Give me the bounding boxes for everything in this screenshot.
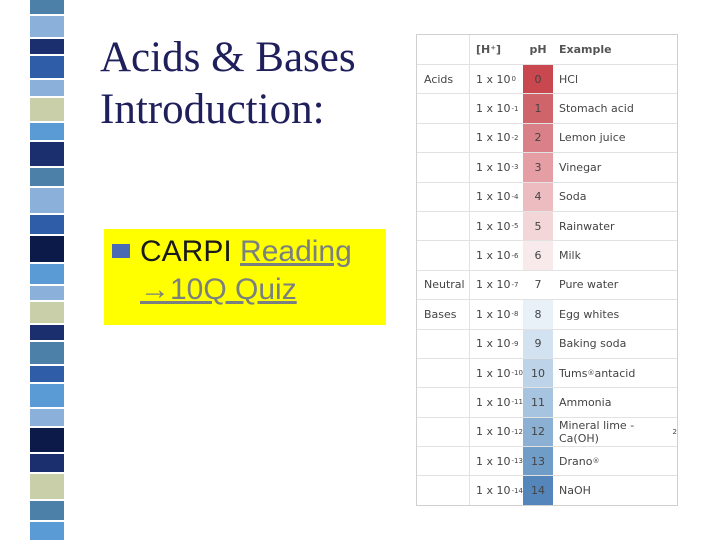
- row-example: Lemon juice: [559, 131, 626, 145]
- row-example: Baking soda: [559, 337, 627, 351]
- row-group: Neutral: [424, 278, 465, 292]
- row-group: [417, 447, 469, 475]
- strip-block: [30, 384, 64, 407]
- strip-block: [30, 454, 64, 472]
- table-row: [417, 93, 677, 122]
- strip-block: [30, 98, 64, 121]
- row-ph-value: 10: [523, 359, 553, 387]
- table-row: [417, 387, 677, 416]
- row-group: [417, 418, 469, 446]
- row-example: Egg whites: [559, 307, 620, 321]
- row-group: Bases: [424, 307, 457, 321]
- strip-block: [30, 366, 64, 382]
- row-group: Acids: [424, 72, 454, 86]
- strip-block: [30, 264, 64, 284]
- table-row: [417, 182, 677, 211]
- bullet-line-1: [140, 232, 352, 272]
- header-ph: pH: [529, 43, 547, 56]
- row-ph-value: 6: [523, 241, 553, 269]
- row-example: Pure water: [559, 278, 619, 292]
- title-line-2: Introduction:: [100, 86, 325, 133]
- row-ph-value: 7: [523, 271, 553, 299]
- strip-block: [30, 39, 64, 54]
- row-example: Milk: [559, 249, 581, 263]
- strip-block: [30, 428, 64, 452]
- arrow-icon: →: [140, 273, 170, 306]
- row-example: NaOH: [559, 484, 591, 498]
- reading-link[interactable]: Reading: [240, 235, 352, 268]
- row-ph-value: 14: [523, 476, 553, 504]
- row-h-concentration: 1 x 10 -9: [469, 330, 523, 358]
- strip-block: [30, 56, 64, 78]
- row-h-concentration: 1 x 10 0: [469, 65, 523, 93]
- row-example: Soda: [559, 190, 587, 204]
- row-ph-value: 2: [523, 124, 553, 152]
- table-row: [417, 240, 677, 269]
- row-example: Tums ® antacid: [559, 366, 636, 380]
- strip-block: [30, 188, 64, 213]
- strip-block: [30, 0, 64, 14]
- row-ph-value: 0: [523, 65, 553, 93]
- row-group: [417, 124, 469, 152]
- row-group: [417, 388, 469, 416]
- row-h-concentration: 1 x 10 -3: [469, 153, 523, 181]
- row-ph-value: 1: [523, 94, 553, 122]
- row-example: HCl: [559, 72, 579, 86]
- row-ph-value: 11: [523, 388, 553, 416]
- table-row: [417, 152, 677, 181]
- table-row: [417, 417, 677, 446]
- header-group: [417, 35, 469, 64]
- table-row: [417, 329, 677, 358]
- row-example: Stomach acid: [559, 102, 634, 116]
- row-group: [417, 359, 469, 387]
- strip-block: [30, 325, 64, 340]
- row-ph-value: 9: [523, 330, 553, 358]
- strip-block: [30, 142, 64, 166]
- row-example: Drano ®: [559, 454, 600, 468]
- row-h-concentration: 1 x 10 -13: [469, 447, 523, 475]
- row-ph-value: 13: [523, 447, 553, 475]
- strip-block: [30, 409, 64, 426]
- quiz-link[interactable]: 10Q Quiz: [170, 273, 297, 306]
- table-row: [417, 64, 677, 93]
- row-group: [417, 241, 469, 269]
- row-group: [417, 153, 469, 181]
- row-h-concentration: 1 x 10 -8: [469, 300, 523, 328]
- strip-block: [30, 501, 64, 520]
- header-example: Example: [559, 43, 612, 56]
- table-row: [417, 446, 677, 475]
- row-h-concentration: 1 x 10 -12: [469, 418, 523, 446]
- row-h-concentration: 1 x 10 -6: [469, 241, 523, 269]
- table-row: [417, 211, 677, 240]
- row-group: [417, 183, 469, 211]
- row-group: [417, 476, 469, 504]
- row-h-concentration: 1 x 10 -14: [469, 476, 523, 504]
- bullet-square-icon: [112, 244, 130, 258]
- strip-block: [30, 123, 64, 140]
- strip-block: [30, 522, 64, 540]
- strip-block: [30, 342, 64, 364]
- row-ph-value: 8: [523, 300, 553, 328]
- slide-title: [100, 32, 400, 136]
- table-row: [417, 358, 677, 387]
- ph-scale-table: [416, 34, 678, 506]
- carpi-label: CARPI: [140, 235, 232, 268]
- strip-block: [30, 286, 64, 300]
- row-example: Rainwater: [559, 219, 615, 233]
- row-h-concentration: 1 x 10 -10: [469, 359, 523, 387]
- row-h-concentration: 1 x 10 -1: [469, 94, 523, 122]
- strip-block: [30, 302, 64, 323]
- table-header-row: [417, 35, 677, 64]
- strip-block: [30, 80, 64, 96]
- row-group: [417, 212, 469, 240]
- table-row: [417, 270, 677, 299]
- header-h-concentration: [H⁺]: [469, 35, 523, 64]
- row-ph-value: 5: [523, 212, 553, 240]
- row-ph-value: 12: [523, 418, 553, 446]
- row-h-concentration: 1 x 10 -4: [469, 183, 523, 211]
- title-line-1: Acids & Bases: [100, 34, 356, 81]
- table-row: [417, 299, 677, 328]
- row-example: Vinegar: [559, 160, 602, 174]
- strip-block: [30, 236, 64, 262]
- row-ph-value: 3: [523, 153, 553, 181]
- table-row: [417, 123, 677, 152]
- row-group: [417, 330, 469, 358]
- strip-block: [30, 215, 64, 234]
- table-row: [417, 475, 677, 504]
- row-h-concentration: 1 x 10 -7: [469, 271, 523, 299]
- strip-block: [30, 168, 64, 186]
- row-group: [417, 94, 469, 122]
- row-h-concentration: 1 x 10 -2: [469, 124, 523, 152]
- row-example: Ammonia: [559, 395, 612, 409]
- row-h-concentration: 1 x 10 -11: [469, 388, 523, 416]
- bullet-line-2[interactable]: [140, 270, 297, 310]
- strip-block: [30, 474, 64, 499]
- row-example: Mineral lime - Ca(OH) 2: [559, 418, 677, 445]
- decorative-side-strip: [30, 0, 64, 540]
- row-h-concentration: 1 x 10 -5: [469, 212, 523, 240]
- strip-block: [30, 16, 64, 37]
- row-ph-value: 4: [523, 183, 553, 211]
